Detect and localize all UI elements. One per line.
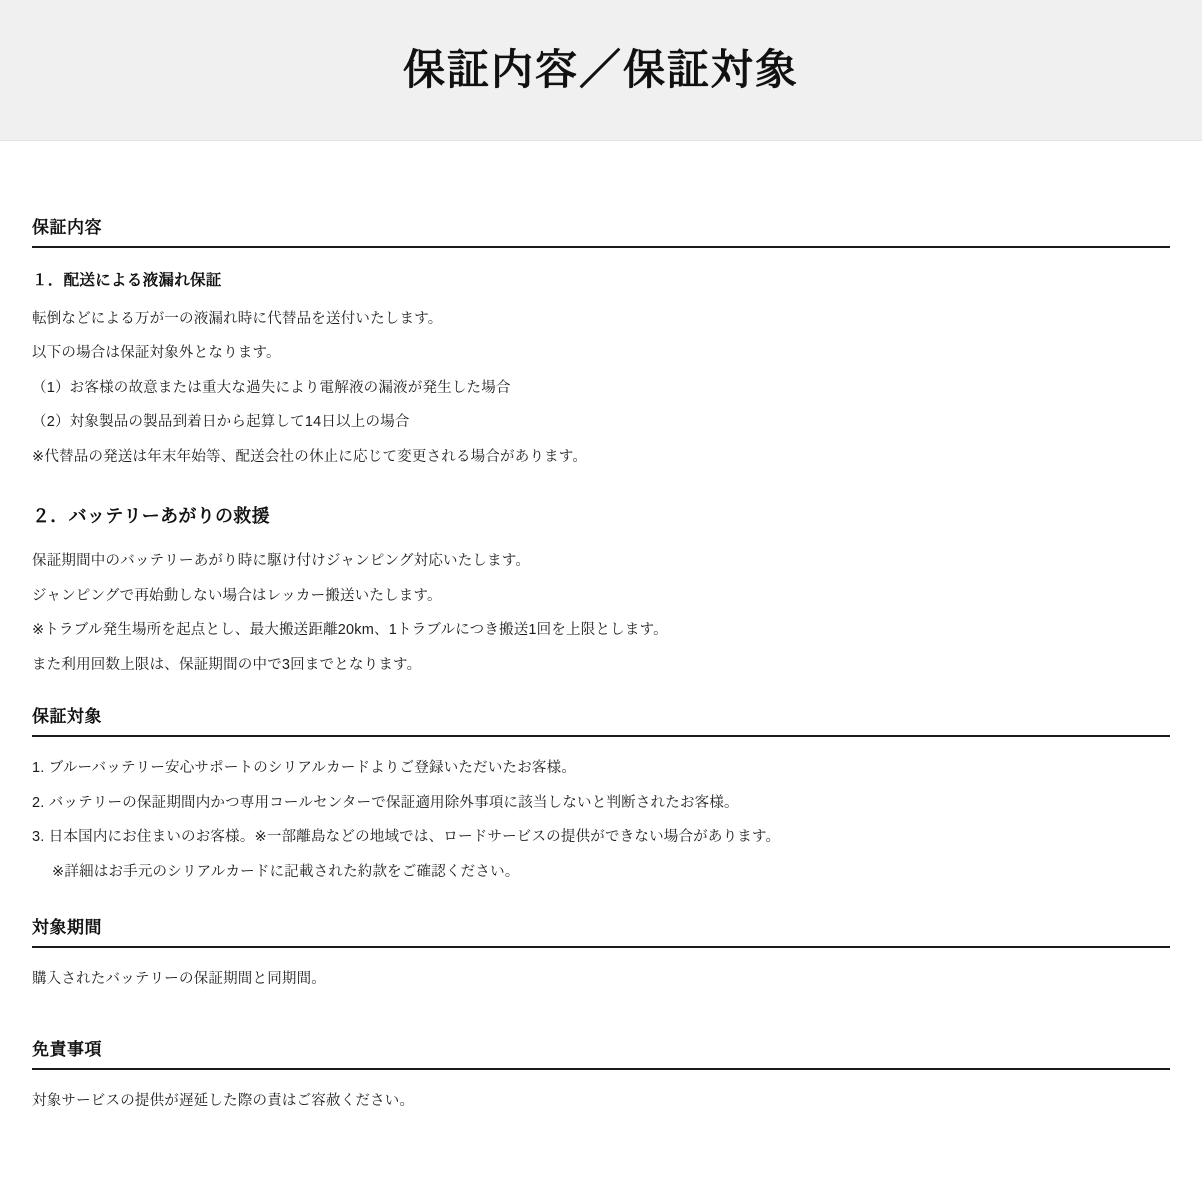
section-gap (32, 895, 1170, 913)
list-item: 3. 日本国内にお住まいのお客様。※一部離島などの地域では、ロードサービスの提供ができない場合があります。 (32, 829, 781, 846)
warranty-line: ※代替品の発送は年末年始等、配送会社の休止に応じて変更される場合があります。 (32, 448, 588, 465)
delivery-leak-warranty-text (32, 308, 1170, 468)
section-heading-disclaimer: 免責事項 (32, 1035, 1170, 1070)
warranty-line: ※トラブル発生場所を起点とし、最大搬送距離20km、1トラブルにつき搬送1回を上限とします。 (32, 622, 668, 639)
document-body (0, 141, 1202, 1178)
page-title: 保証内容／保証対象 (402, 45, 799, 93)
disclaimer-line: 対象サービスの提供が遅延した際の責はご容赦ください。 (32, 1092, 415, 1109)
target-period-text (32, 968, 1170, 990)
warranty-line: 保証期間中のバッテリーあがり時に駆け付けジャンピング対応いたします。 (32, 553, 531, 570)
period-line: 購入されたバッテリーの保証期間と同期間。 (32, 971, 326, 988)
warranty-line: （1）お客様の故意または重大な過失により電解液の漏液が発生した場合 (32, 379, 511, 396)
warranty-target-list (32, 757, 1170, 883)
section-heading-warranty-target: 保証対象 (32, 702, 1170, 737)
list-item-note: ※詳細はお手元のシリアルカードに記載された約款をご確認ください。 (52, 863, 520, 880)
warranty-line: 転倒などによる万が一の液漏れ時に代替品を送付いたします。 (32, 311, 443, 327)
warranty-line: （2）対象製品の製品到着日から起算して14日以上の場合 (32, 414, 410, 431)
warranty-line: ジャンピングで再始動しない場合はレッカー搬送いたします。 (32, 587, 442, 604)
battery-rescue-text (32, 550, 1170, 676)
top-spacer (32, 141, 1170, 213)
subheading-delivery-leak-warranty: １．配送による液漏れ保証 (32, 272, 222, 289)
bottom-spacer (32, 1138, 1170, 1178)
section-heading-target-period: 対象期間 (32, 913, 1170, 948)
section-heading-warranty-content: 保証内容 (32, 213, 1170, 248)
warranty-line: また利用回数上限は、保証期間の中で3回までとなります。 (32, 656, 422, 673)
subheading-battery-rescue: ２．バッテリーあがりの救援 (32, 506, 270, 527)
page-header-banner (0, 0, 1202, 141)
list-item: 2. バッテリーの保証期間内かつ専用コールセンターで保証適用除外事項に該当しないと判断されたお客様。 (32, 794, 739, 811)
warranty-line: 以下の場合は保証対象外となります。 (32, 345, 281, 362)
list-item: 1. ブルーバッテリー安心サポートのシリアルカードよりご登録いただいたお客様。 (32, 760, 577, 777)
section-gap (32, 1017, 1170, 1035)
disclaimer-text (32, 1090, 1170, 1112)
